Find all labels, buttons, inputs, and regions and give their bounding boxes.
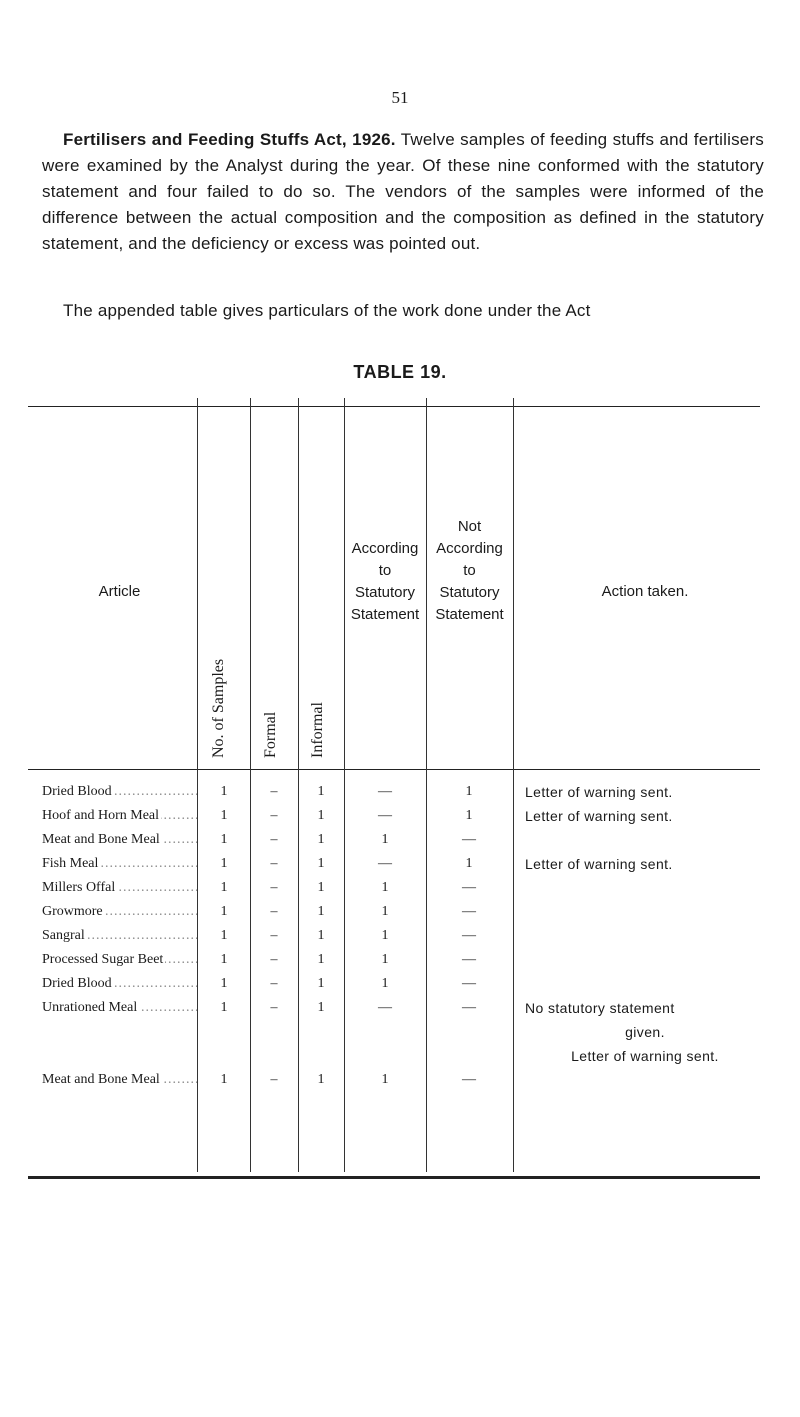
table-cell: – <box>270 856 278 871</box>
header-not-according <box>426 516 513 626</box>
table-cell: 1 <box>381 952 389 967</box>
table-cell: 1 <box>465 856 473 871</box>
table-cell: 1 <box>317 976 325 991</box>
header-formal: Formal <box>262 711 279 758</box>
article-name: Millers Offal <box>42 880 116 895</box>
table-cell <box>42 832 197 848</box>
article-name: Dried Blood <box>42 784 112 799</box>
table-cell <box>42 856 197 872</box>
table-cell: 1 <box>317 1072 325 1087</box>
table-cell: — <box>462 832 476 847</box>
table-cell <box>42 976 197 992</box>
table-cell <box>42 880 197 896</box>
table-cell: Letter of warning sent. <box>525 808 673 824</box>
table-cell: — <box>378 856 392 871</box>
table-cell: Letter of warning sent. <box>571 1048 719 1064</box>
table-cell: No statutory statement <box>525 1000 675 1016</box>
header-according <box>344 538 426 626</box>
article-name: Growmore <box>42 904 103 919</box>
table-cell: 1 <box>220 832 228 847</box>
table-cell: 1 <box>381 832 389 847</box>
table-cell: — <box>462 976 476 991</box>
table-row <box>0 808 800 830</box>
article-name: Dried Blood <box>42 976 112 991</box>
table-cell: – <box>270 808 278 823</box>
table-row <box>0 832 800 854</box>
table-cell: 1 <box>317 928 325 943</box>
table-cell: — <box>462 952 476 967</box>
header-action: Action taken. <box>601 583 689 600</box>
table-title: TABLE 19. <box>353 362 447 382</box>
header-line: According <box>436 540 503 557</box>
table-cell <box>42 1000 197 1016</box>
table-cell <box>42 808 197 824</box>
header-line: Statutory <box>354 584 416 601</box>
table-cell: – <box>270 880 278 895</box>
table-bottom-rule <box>28 1176 760 1179</box>
table-cell: 1 <box>220 928 228 943</box>
table-cell: 1 <box>317 952 325 967</box>
table-cell: — <box>462 1000 476 1015</box>
article-name: Sangral <box>42 928 85 943</box>
table-cell: 1 <box>317 832 325 847</box>
article-name: Unrationed Meal <box>42 1000 138 1015</box>
table-cell: 1 <box>381 976 389 991</box>
header-line: Statutory <box>439 584 500 601</box>
table-cell: – <box>270 904 278 919</box>
table-cell: — <box>462 1072 476 1087</box>
table-cell: 1 <box>220 976 228 991</box>
table-cell: 1 <box>220 784 228 799</box>
table-cell: 1 <box>220 856 228 871</box>
table-cell: 1 <box>220 952 228 967</box>
table-row <box>0 856 800 878</box>
table-cell: — <box>378 784 392 799</box>
act-heading: Fertilisers and Feeding Stuffs Act, 1926. <box>63 130 396 149</box>
table-cell <box>42 952 197 968</box>
article-name: Fish Meal <box>42 856 99 871</box>
table-cell: 1 <box>220 880 228 895</box>
table-cell: — <box>378 1000 392 1015</box>
article-name: Hoof and Horn Meal <box>42 808 160 823</box>
header-samples: No. of Samples <box>210 658 227 758</box>
table-cell <box>42 1072 197 1088</box>
table-row <box>0 904 800 926</box>
table-cell <box>42 904 197 920</box>
table-cell: Letter of warning sent. <box>525 784 673 800</box>
table-cell: — <box>462 928 476 943</box>
intro-paragraph <box>42 127 764 257</box>
article-name: Meat and Bone Meal <box>42 1072 160 1087</box>
table-cell: 1 <box>317 856 325 871</box>
table-row <box>0 952 800 974</box>
action-continuation <box>0 1048 800 1070</box>
table-cell: – <box>270 952 278 967</box>
table-cell: Letter of warning sent. <box>525 856 673 872</box>
table-cell: 1 <box>317 784 325 799</box>
table-row <box>0 1072 800 1094</box>
table-cell: 1 <box>317 880 325 895</box>
table-cell: 1 <box>317 1000 325 1015</box>
table-cell: 1 <box>465 784 473 799</box>
table-top-rule <box>28 406 760 407</box>
table-row <box>0 1000 800 1022</box>
table-cell: – <box>270 1072 278 1087</box>
table-cell: — <box>462 904 476 919</box>
table-cell: – <box>270 928 278 943</box>
article-name: Meat and Bone Meal <box>42 832 160 847</box>
table-cell: – <box>270 1000 278 1015</box>
action-continuation <box>0 1024 800 1046</box>
table-cell: — <box>462 880 476 895</box>
header-informal: Informal <box>309 702 326 758</box>
table-cell: 1 <box>220 904 228 919</box>
page-number: 51 <box>391 88 409 107</box>
table-cell: 1 <box>381 904 389 919</box>
header-line: to <box>378 562 392 579</box>
table-cell: – <box>270 784 278 799</box>
table-cell: – <box>270 976 278 991</box>
table-cell: given. <box>625 1024 665 1040</box>
table-row <box>0 880 800 902</box>
table-cell: 1 <box>220 808 228 823</box>
table-cell <box>42 784 197 800</box>
table-cell: 1 <box>381 1072 389 1087</box>
table-cell: 1 <box>220 1000 228 1015</box>
table-cell: — <box>378 808 392 823</box>
header-line: to <box>463 562 476 579</box>
table-row <box>0 976 800 998</box>
table-cell: – <box>270 832 278 847</box>
article-name: Processed Sugar Beet <box>42 952 164 967</box>
header-line: According <box>351 540 419 557</box>
table-row <box>0 928 800 950</box>
appended-table-paragraph: The appended table gives particulars of the work done under the Act <box>63 301 591 320</box>
header-line: Statement <box>435 606 504 623</box>
table-header-rule <box>28 769 760 770</box>
header-line: Statement <box>350 606 420 623</box>
intro-body: Twelve samples of feeding stuffs and fertilisers were examined by the Analyst during the year. Of these nine conformed with the statutory statement and four failed to do so. The vendors of the samples were informed of the difference between the actual composition and the composition as defined in the statutory statement, and the deficiency or excess was pointed out. <box>42 130 764 253</box>
table-cell: 1 <box>220 1072 228 1087</box>
table-row <box>0 784 800 806</box>
header-article: Article <box>98 583 141 600</box>
table-cell <box>42 928 197 944</box>
table-cell: 1 <box>465 808 473 823</box>
header-line: Not <box>457 518 482 535</box>
table-cell: 1 <box>381 880 389 895</box>
table-cell: 1 <box>317 904 325 919</box>
table-cell: 1 <box>317 808 325 823</box>
table-cell: 1 <box>381 928 389 943</box>
